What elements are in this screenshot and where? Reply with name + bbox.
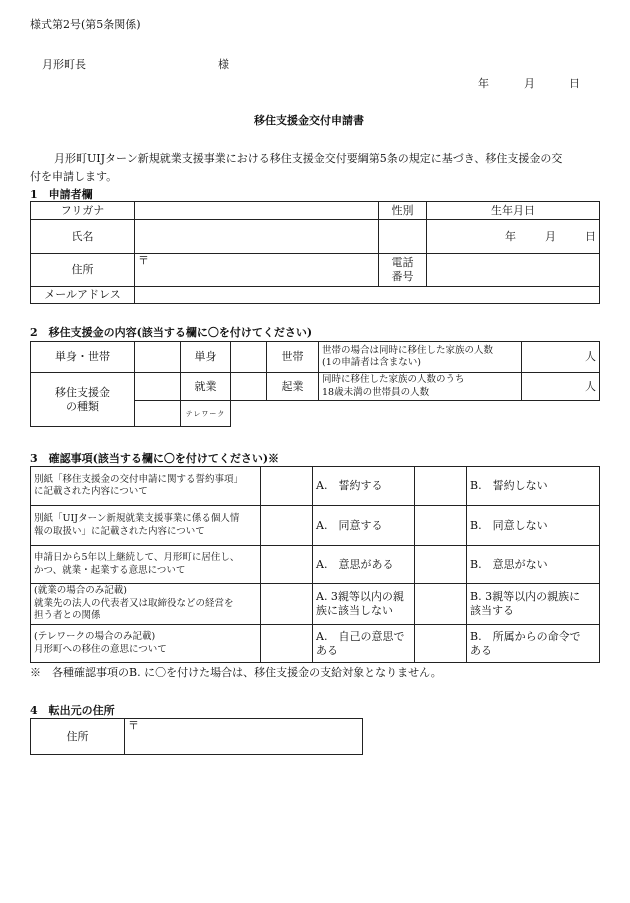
phone-label-2: 番号 (391, 270, 414, 283)
confirm-question-3 (31, 546, 261, 584)
document-title: 移住支援金交付申請書 (254, 114, 364, 127)
intro-line-2: 付を申請します。 (30, 170, 118, 183)
single-check[interactable] (135, 342, 181, 373)
confirmation-table (30, 466, 600, 663)
date-month: 月 (524, 77, 535, 90)
confirm-b-label-2 (467, 506, 600, 546)
kind-label-2: の種類 (66, 399, 99, 413)
phone-field[interactable] (427, 254, 600, 287)
household-note-2: (1の申請者は含まない) (322, 357, 421, 368)
household-type-label: 単身・世帯 (31, 342, 135, 373)
name-field[interactable] (135, 220, 379, 254)
section4-heading: 4 転出元の住所 (30, 704, 115, 717)
phone-label (379, 254, 427, 287)
q2-line1: 別紙「UIJターン新規就業支援事業に係る個人情 (34, 513, 240, 524)
q4-line3: 担う者との関係 (34, 610, 101, 622)
addressee-honorific: 様 (218, 58, 229, 71)
confirm-a-label-2 (313, 506, 415, 546)
confirm-a-label-4 (313, 584, 415, 625)
previous-postal-mark: 〒 (128, 719, 139, 732)
b5-line2: ある (470, 643, 492, 657)
postal-mark: 〒 (138, 254, 149, 267)
q4-line1: (就業の場合のみ記載) (34, 585, 127, 597)
confirm-b-check-4[interactable] (415, 584, 467, 625)
a5-line2: ある (316, 643, 338, 657)
minor-note-1: 同時に移住した家族の人数のうち (322, 374, 465, 385)
q5-line1: (テレワークの場合のみ記載) (34, 631, 156, 642)
household-check[interactable] (231, 342, 267, 373)
a4-line1: A. 3親等以内の親 (316, 590, 404, 603)
furigana-field[interactable] (135, 202, 379, 220)
q3-line1: 申請日から5年以上継続して、月形町に居住し、 (34, 552, 240, 563)
furigana-label: フリガナ (31, 202, 135, 220)
household-count-field[interactable] (522, 342, 600, 373)
gender-label: 性別 (379, 202, 427, 220)
startup-label: 起業 (267, 373, 319, 401)
a1-line1: A. 誓約する (316, 479, 383, 492)
gender-field[interactable] (379, 220, 427, 254)
intro-line-1: 月形町UIJターン新規就業支援事業における移住支援金交付要綱第5条の規定に基づき、移住支援金の交 (54, 152, 563, 165)
phone-label-1: 電話 (391, 256, 414, 269)
confirm-question-4 (31, 584, 261, 625)
confirm-a-check-4[interactable] (261, 584, 313, 625)
birthdate-field[interactable] (427, 220, 600, 254)
persons-unit: 人 (585, 350, 596, 363)
household-note-1: 世帯の場合は同時に移住した家族の人数 (322, 344, 494, 356)
b3-line1: B. 意思がない (470, 557, 548, 571)
confirm-b-check-3[interactable] (415, 546, 467, 584)
address-label: 住所 (31, 254, 135, 287)
date-day: 日 (569, 77, 580, 90)
confirm-a-check-5[interactable] (261, 625, 313, 663)
confirm-a-check-2[interactable] (261, 506, 313, 546)
confirm-a-check-1[interactable] (261, 467, 313, 506)
confirm-b-label-4 (467, 584, 600, 625)
single-label: 単身 (181, 342, 231, 373)
previous-address-field[interactable] (125, 719, 363, 755)
previous-address-label: 住所 (31, 719, 125, 755)
birth-day: 日 (585, 229, 596, 243)
telework-check[interactable] (135, 401, 181, 427)
name-label: 氏名 (31, 220, 135, 254)
birth-month: 月 (545, 229, 556, 243)
b4-line1: B. 3親等以内の親族に (470, 590, 581, 603)
kind-label (31, 373, 135, 427)
section1-heading: 1 申請者欄 (30, 188, 93, 201)
q4-line2: 就業先の法人の代表者又は取締役などの経営を (34, 597, 234, 609)
b5-line1: B. 所属からの命令で (470, 629, 581, 643)
form-number: 様式第2号(第5条関係) (30, 18, 141, 31)
minor-count-field[interactable] (522, 373, 600, 401)
startup-check[interactable] (231, 373, 267, 401)
section2-heading: 2 移住支援金の内容(該当する欄に〇を付けてください) (30, 326, 313, 339)
confirm-b-check-5[interactable] (415, 625, 467, 663)
confirmation-note: ※ 各種確認事項のB. に〇を付けた場合は、移住支援金の支給対象となりません。 (30, 666, 442, 679)
addressee-mayor: 月形町長 (42, 58, 86, 71)
employment-label: 就業 (181, 373, 231, 401)
previous-address-table (30, 718, 363, 755)
subsidy-table (30, 341, 600, 427)
confirm-a-check-3[interactable] (261, 546, 313, 584)
applicant-table (30, 201, 600, 304)
date-year: 年 (478, 77, 489, 90)
confirm-b-label-3 (467, 546, 600, 584)
minor-note (319, 373, 522, 401)
birthdate-label: 生年月日 (427, 202, 600, 220)
confirm-a-label-5 (313, 625, 415, 663)
confirm-a-label-1 (313, 467, 415, 506)
minor-note-2: 18歳未満の世帯員の人数 (322, 386, 430, 398)
confirm-question-2 (31, 506, 261, 546)
q1-line1: 別紙「移住支援金の交付申請に関する誓約事項」 (34, 473, 244, 485)
household-note (319, 342, 522, 373)
confirm-b-label-1 (467, 467, 600, 506)
email-field[interactable] (135, 287, 600, 304)
address-field[interactable] (135, 254, 379, 287)
employment-check[interactable] (135, 373, 181, 401)
section3-heading: 3 確認事項(該当する欄に〇を付けてください)※ (30, 452, 280, 465)
email-label: メールアドレス (31, 287, 135, 304)
confirm-question-5 (31, 625, 261, 663)
telework-label: テレワーク (181, 401, 231, 427)
b1-line1: B. 誓約しない (470, 479, 548, 492)
a3-line1: A. 意思がある (316, 557, 394, 571)
blank-area (231, 401, 600, 427)
confirm-b-check-1[interactable] (415, 467, 467, 506)
q5-line2: 月形町への移住の意思について (34, 643, 167, 655)
confirm-a-label-3 (313, 546, 415, 584)
b4-line2: 該当する (470, 604, 514, 617)
q3-line2: かつ、就業・起業する意思について (34, 564, 186, 576)
a5-line1: A. 自己の意思で (316, 629, 405, 643)
persons-unit-2: 人 (585, 379, 596, 393)
kind-label-1: 移住支援金 (55, 385, 110, 399)
b2-line1: B. 同意しない (470, 518, 548, 532)
birth-year: 年 (505, 229, 516, 243)
confirm-b-label-5 (467, 625, 600, 663)
household-label: 世帯 (267, 342, 319, 373)
confirm-b-check-2[interactable] (415, 506, 467, 546)
confirm-question-1 (31, 467, 261, 506)
a2-line1: A. 同意する (316, 518, 383, 532)
a4-line2: 族に該当しない (316, 604, 393, 617)
q1-line2: に記載された内容について (34, 486, 148, 497)
q2-line2: 報の取扱い」に記載された内容について (34, 525, 205, 537)
